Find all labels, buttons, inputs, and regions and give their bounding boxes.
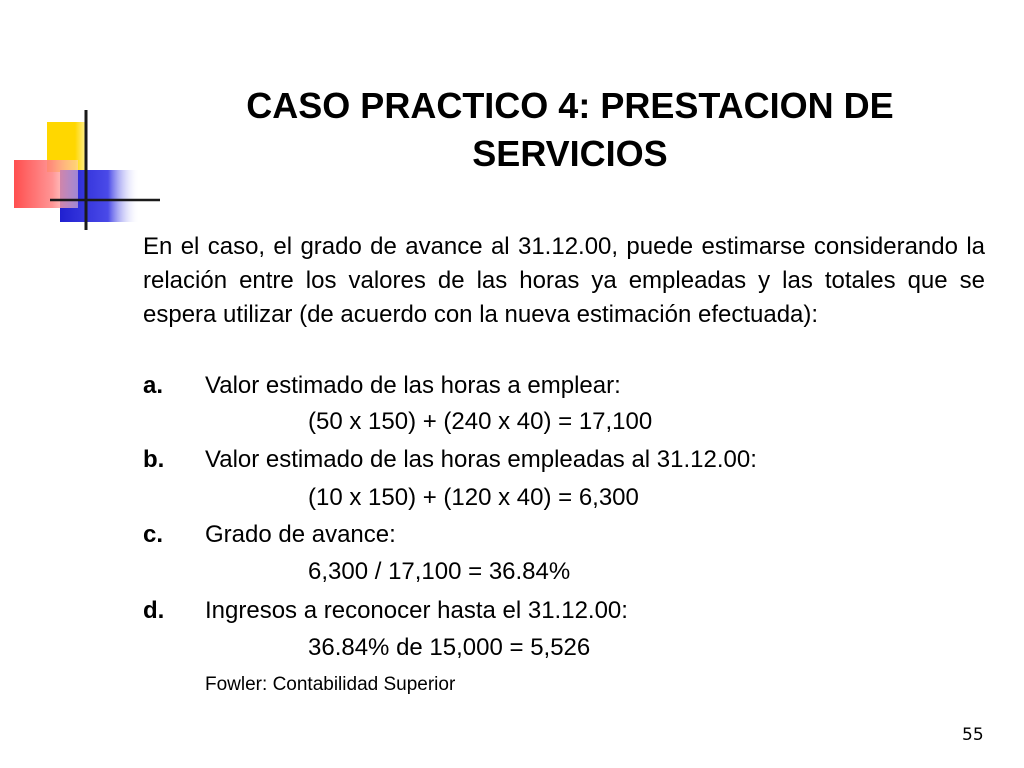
item-c: [143, 518, 396, 552]
item-text: Ingresos a reconocer hasta el 31.12.00:: [205, 597, 628, 624]
intro-paragraph: En el caso, el grado de avance al 31.12.00, puede estimarse considerando la relación entre los valores de las horas ya empleadas y las totales que se espera utilizar (de acuerdo con la nueva estimación efectuada):: [143, 233, 985, 328]
item-letter: c.: [143, 521, 164, 548]
calc-d: 36.84% de 15,000 = 5,526: [308, 634, 591, 661]
item-letter: b.: [143, 446, 165, 473]
corner-decoration: [0, 0, 160, 240]
item-letter: a.: [143, 372, 164, 399]
item-letter: d.: [143, 597, 165, 624]
slide-title: [150, 82, 990, 178]
source-citation: Fowler: Contabilidad Superior: [205, 674, 456, 695]
calc-c: 6,300 / 17,100 = 36.84%: [308, 558, 571, 585]
title-line-2: SERVICIOS: [472, 133, 668, 174]
item-a: [143, 369, 621, 403]
item-text: Grado de avance:: [205, 521, 396, 548]
item-text: Valor estimado de las horas a emplear:: [205, 372, 621, 399]
item-b: [143, 443, 757, 477]
title-line-1: CASO PRACTICO 4: PRESTACION DE: [246, 85, 894, 126]
page-number: 55: [962, 725, 984, 745]
calc-b: (10 x 150) + (120 x 40) = 6,300: [308, 484, 639, 511]
item-d: [143, 594, 628, 628]
item-text: Valor estimado de las horas empleadas al 31.12.00:: [205, 446, 757, 473]
calc-a: (50 x 150) + (240 x 40) = 17,100: [308, 408, 653, 435]
